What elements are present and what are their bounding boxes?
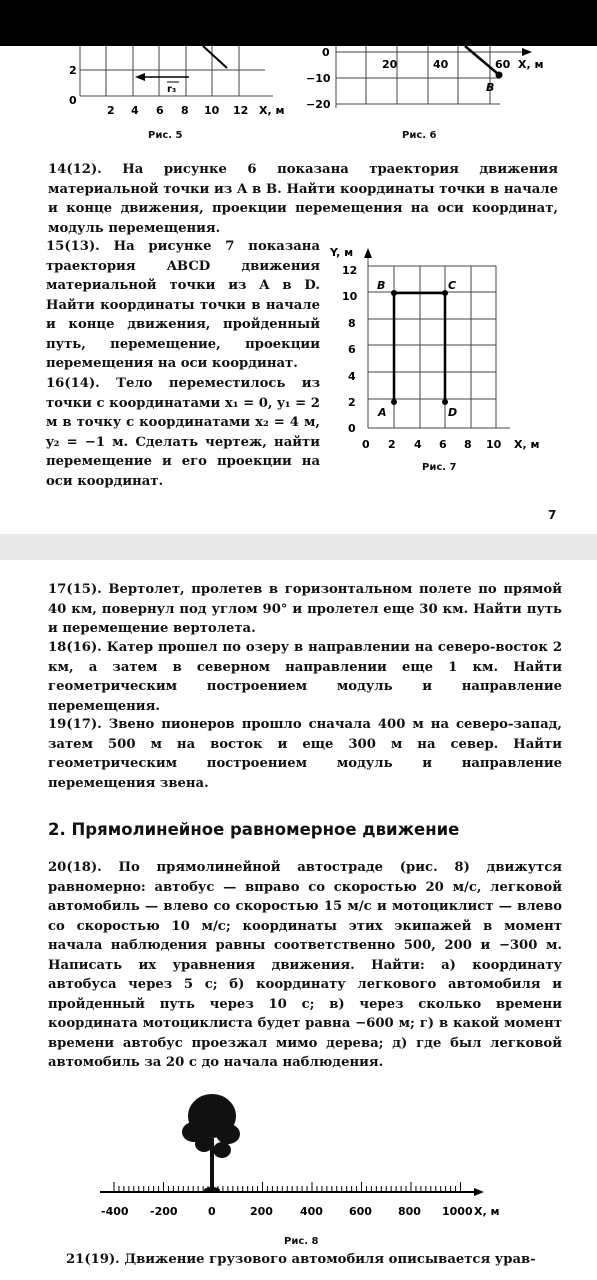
fig5-x-tick: 6 — [156, 104, 164, 117]
fig6-x-tick: 60 — [495, 58, 511, 71]
fig5-x-axis-label: X, м — [259, 104, 285, 117]
problem-17: 17(15). Вертолет, пролетев в горизонтальном полете по прямой 40 км, повернул под углом 90° и пролетел еще 30 км. Найти путь и перемещение вертолета. — [48, 582, 562, 636]
fig6-point-b: B — [486, 81, 495, 94]
fig7-y-tick: 8 — [348, 317, 356, 330]
figure-8 — [96, 1078, 516, 1228]
fig8-tick-label: -200 — [150, 1205, 178, 1218]
fig7-x-tick: 8 — [464, 438, 472, 451]
fig6-x-axis-label: X, м — [518, 58, 544, 71]
fig6-y-tick: 0 — [322, 46, 330, 59]
problem-20: 20(18). По прямолинейной автостраде (рис. 8) движутся равномерно: автобус — вправо со скоростью 20 м/с, легковой автомобиль — влево со скоростью 15 м/с и мотоциклист — влево со скоростью 10 м/с; координаты этих экипажей в момент начала наблюдения равны соответственно 500, 200 и −300 м. Написать их уравнения движения. Найти: а) координату автобуса через 5 с; б) координату легкового автомобиля и пройденный путь через 10 с; в) через сколько времени координата мотоциклиста будет равна −600 м; г) в какой момент времени автобус проезжал мимо дерева; д) где был легковой автомобиль за 20 с до начала наблюдения. — [48, 860, 562, 1070]
problem-19: 19(17). Звено пионеров прошло сначала 400 м на северо-запад, затем 500 м на восток и еще 300 м на север. Найти геометрическим построением модуль и направление перемещения звена. — [48, 717, 562, 791]
fig5-vector-label: r₃ — [167, 84, 177, 95]
fig7-y-tick: 10 — [342, 290, 358, 303]
fig8-tick-label: 600 — [349, 1205, 372, 1218]
fig8-tick-label: 1000 — [442, 1205, 473, 1218]
figure-7-caption: Рис. 7 — [422, 462, 457, 473]
fig7-point-c: C — [448, 279, 457, 292]
book-page-7 — [0, 46, 597, 534]
fig8-tick-label: 0 — [208, 1205, 216, 1218]
fig5-x-tick: 12 — [233, 104, 249, 117]
fig7-x-tick: 2 — [388, 438, 396, 451]
fig7-y-tick: 0 — [348, 422, 356, 435]
fig7-y-tick: 6 — [348, 343, 356, 356]
fig7-point-b: B — [377, 279, 386, 292]
fig5-y-tick: 2 — [69, 64, 77, 77]
figure-5 — [55, 46, 300, 126]
fig5-y-tick: 0 — [69, 94, 77, 107]
top-status-bar — [0, 0, 597, 46]
problem-16: 16(14). Тело переместилось из точки с координатами x₁ = 0, y₁ = 2 м в точку с координатами x₂ = 4 м, y₂ = −1 м. Сделать чертеж, найти перемещение и его проекции на оси координат. — [46, 376, 320, 489]
fig5-x-tick: 8 — [181, 104, 189, 117]
fig7-y-axis-label: Y, м — [330, 246, 354, 259]
fig6-y-tick: −10 — [306, 72, 331, 85]
fig8-tick-label: 400 — [300, 1205, 323, 1218]
tree-icon — [182, 1094, 240, 1193]
problem-21: 21(19). Движение грузового автомобиля описывается урав- — [66, 1252, 536, 1267]
fig7-y-tick: 2 — [348, 396, 356, 409]
fig7-y-tick: 4 — [348, 370, 356, 383]
fig6-x-tick: 20 — [382, 58, 398, 71]
figure-5-caption: Рис. 5 — [148, 130, 183, 141]
figure-6-caption: Рис. 6 — [402, 130, 437, 141]
section-heading: 2. Прямолинейное равномерное движение — [48, 820, 460, 839]
fig6-y-tick: −20 — [306, 98, 331, 111]
problem-18: 18(16). Катер прошел по озеру в направлении на северо-восток 2 км, а затем в северном направлении еще 1 км. Найти геометрическим построением модуль и направление перемещения. — [48, 640, 562, 714]
fig5-x-tick: 10 — [204, 104, 220, 117]
fig8-tick-label: 200 — [250, 1205, 273, 1218]
fig6-x-tick: 40 — [433, 58, 449, 71]
page-number: 7 — [548, 508, 557, 522]
fig8-tick-label: 800 — [398, 1205, 421, 1218]
fig8-x-axis-label: X, м — [474, 1205, 500, 1218]
fig7-point-d: D — [448, 406, 458, 419]
fig7-x-tick: 4 — [414, 438, 422, 451]
fig7-y-tick: 12 — [342, 264, 358, 277]
fig7-point-a: A — [378, 406, 387, 419]
problem-14: 14(12). На рисунке 6 показана траектория движения материальной точки из A в B. Найти координаты точки в начале и конце движения, проекции перемещения на оси координат, модуль перемещения. — [48, 162, 558, 236]
fig8-tick-label: -400 — [101, 1205, 129, 1218]
fig7-x-tick: 6 — [439, 438, 447, 451]
problem-15: 15(13). На рисунке 7 показана траектория ABCD движения материальной точки из A в D. Найти координаты точки в начале и конце движения, пройденный путь, перемещение, проекции перемещения на оси координат. — [46, 239, 320, 371]
fig5-x-tick: 2 — [107, 104, 115, 117]
fig7-x-axis-label: X, м — [514, 438, 540, 451]
fig7-x-tick: 0 — [362, 438, 370, 451]
fig5-x-tick: 4 — [131, 104, 139, 117]
figure-7 — [328, 242, 558, 452]
figure-8-caption: Рис. 8 — [284, 1236, 319, 1247]
fig7-x-tick: 10 — [486, 438, 502, 451]
figure-6 — [300, 46, 570, 126]
book-page-8 — [0, 560, 597, 1280]
